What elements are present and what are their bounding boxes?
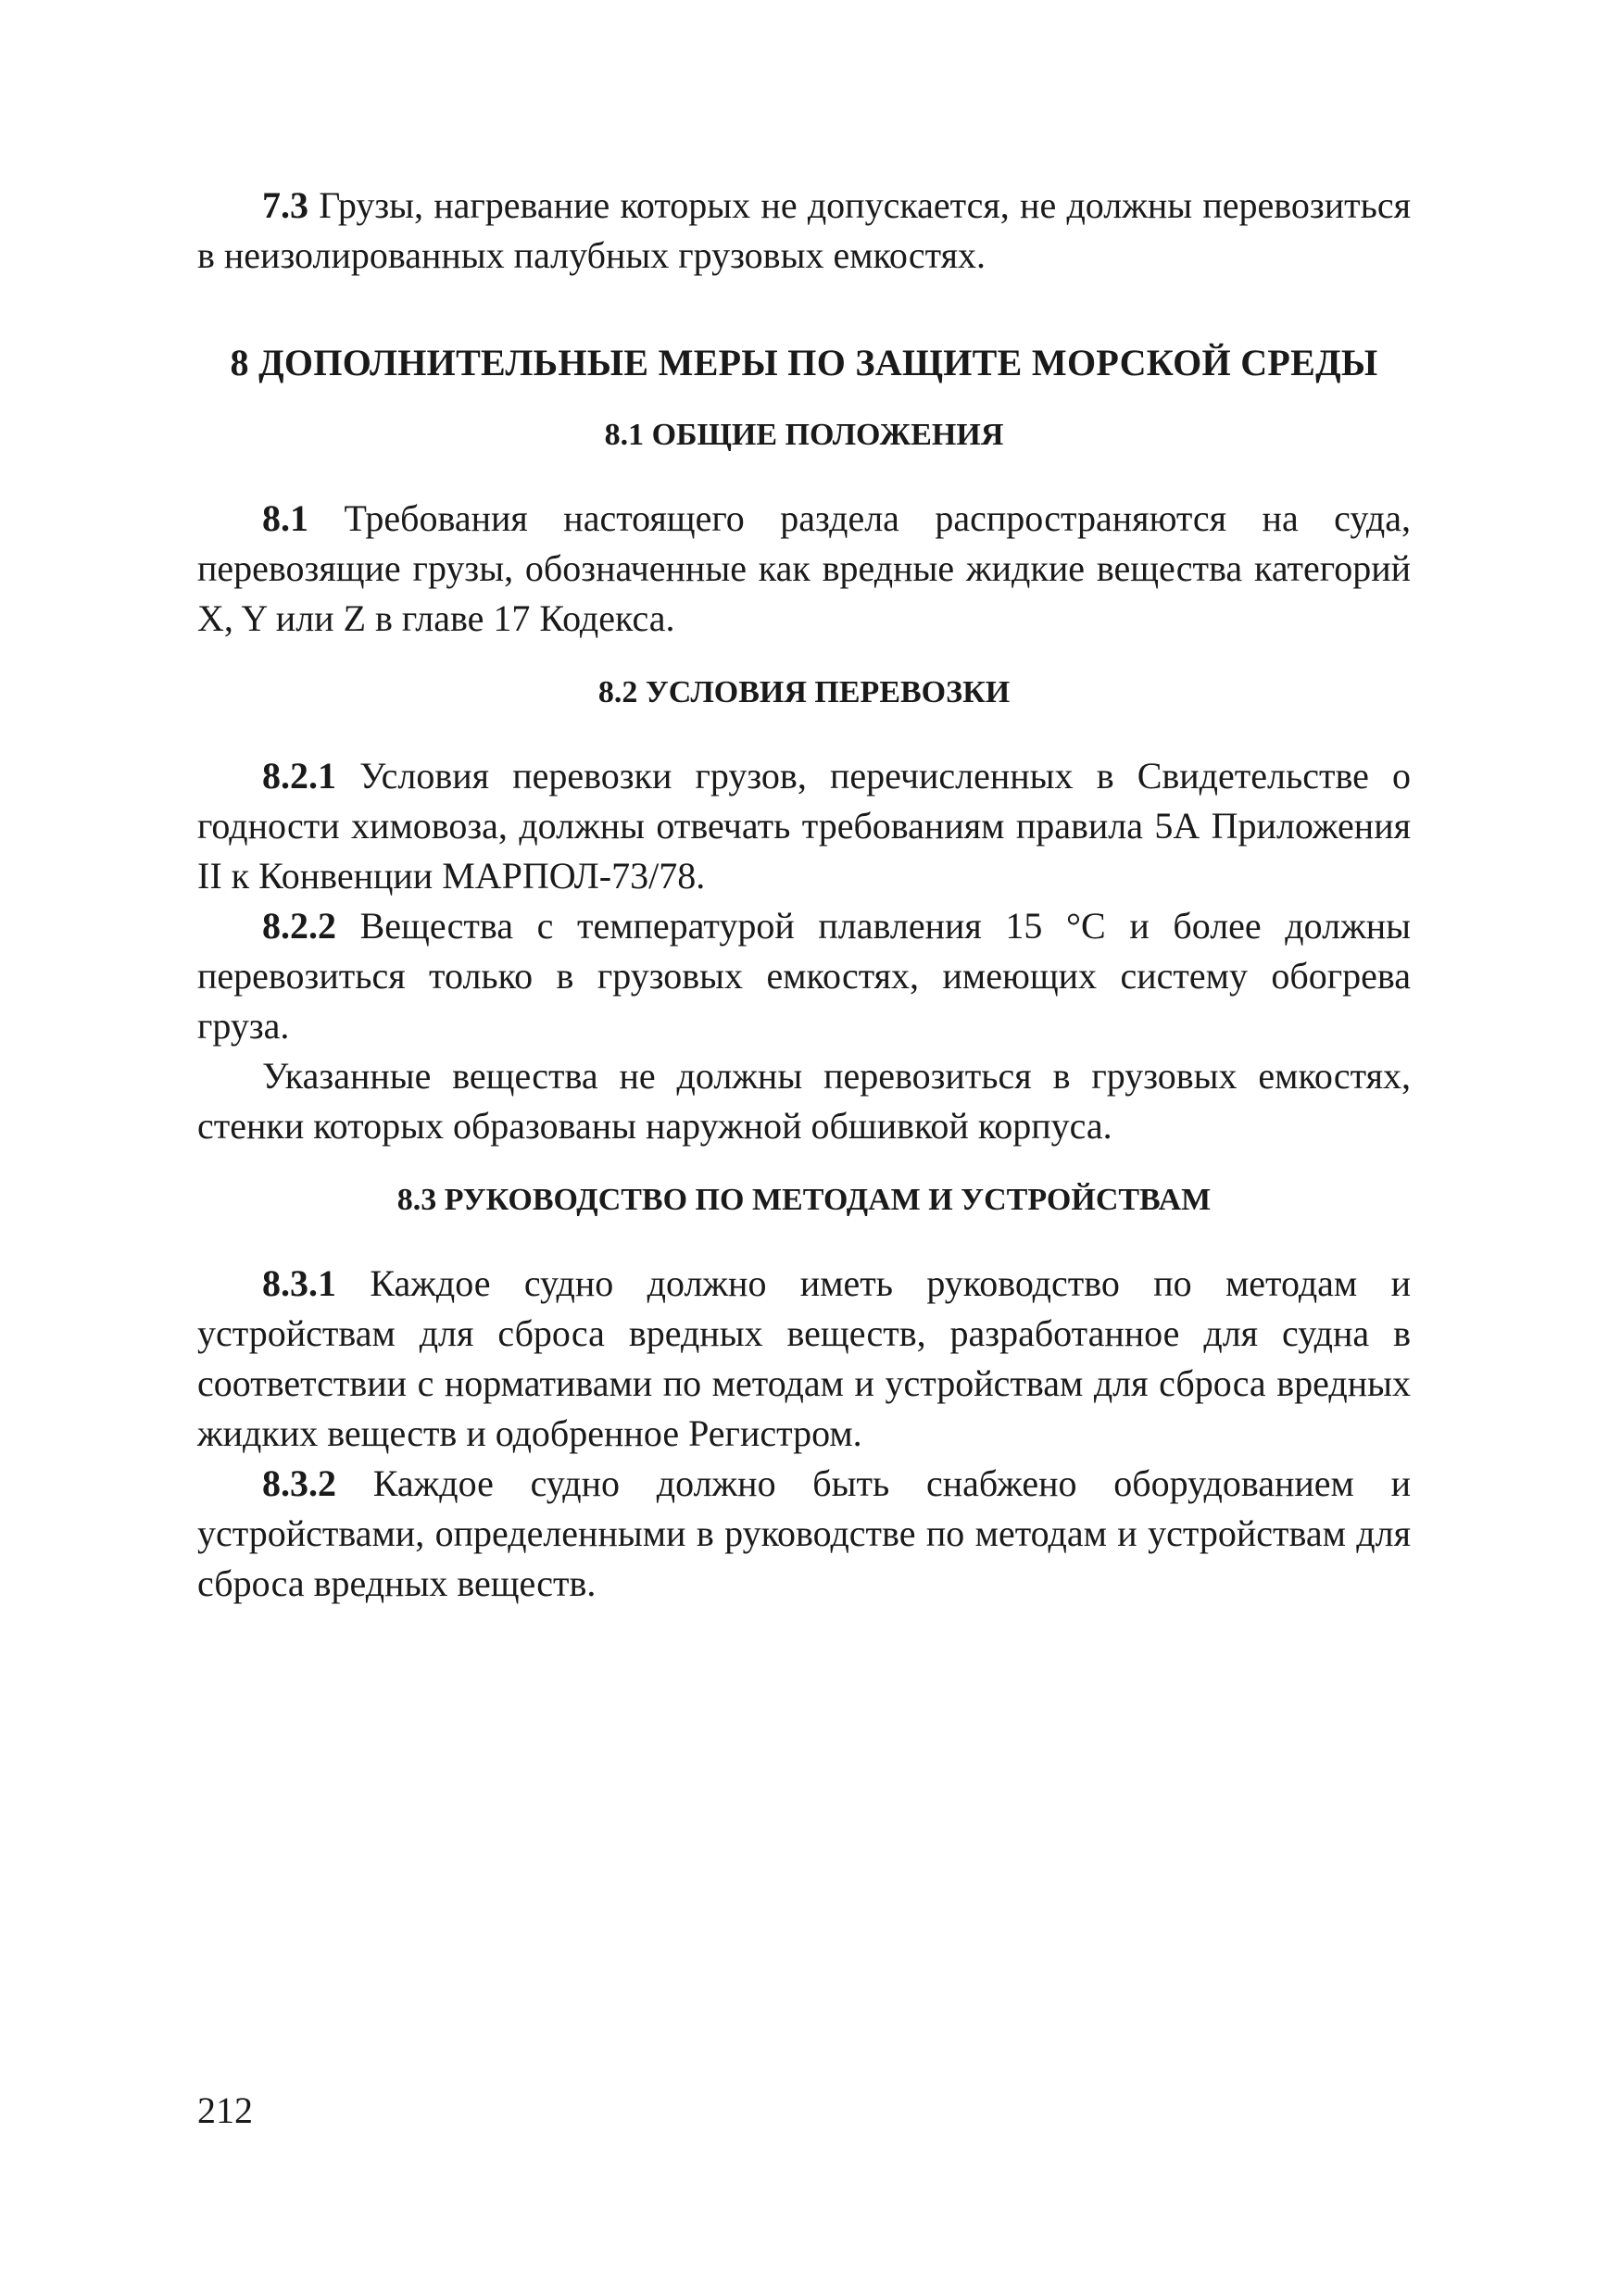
paragraph-number: 8.2.2 — [262, 905, 336, 947]
paragraph-text: Условия перевозки грузов, перечисленных в Свидетельстве о годности химовоза, должны отвечать требованиям правила 5А Приложения II к Конвенции МАРПОЛ-73/78. — [197, 755, 1411, 897]
subsection-title-8-1: 8.1 ОБЩИЕ ПОЛОЖЕНИЯ — [604, 418, 1004, 452]
page-number: 212 — [197, 2089, 253, 2131]
paragraph-7-3 — [197, 181, 1411, 281]
paragraph-text: Требования настоящего раздела распространяются на суда, перевозящие грузы, обозначенные как вредные жидкие вещества категорий X, Y или Z в главе 17 Кодекса. — [197, 497, 1411, 639]
paragraph-8-3-2 — [197, 1459, 1411, 1609]
paragraph-number: 7.3 — [262, 184, 308, 226]
paragraph-text: Грузы, нагревание которых не допускается, не должны перевозиться в неизолированных палубных грузовых емкостях. — [197, 184, 1411, 276]
paragraph-8-2-2-continued: Указанные вещества не должны перевозиться в грузовых емкостях, стенки которых образованы наружной обшивкой корпуса. — [197, 1055, 1411, 1147]
paragraph-text: Каждое судно должно иметь руководство по методам и устройствам для сброса вредных веществ, разработанное для судна в соответствии с нормативами по методам и устройствам для сброса вредных жидких веществ и одобренное Регистром. — [197, 1262, 1411, 1454]
paragraph-number: 8.3.1 — [262, 1262, 336, 1304]
paragraph-8-1 — [197, 494, 1411, 644]
paragraph-text: Вещества с температурой плавления 15 °С и более должны перевозиться только в грузовых емкостях, имеющих систему обогрева груза. — [197, 905, 1411, 1047]
paragraph-number: 8.3.2 — [262, 1462, 336, 1504]
paragraph-number: 8.2.1 — [262, 755, 336, 797]
paragraph-number: 8.1 — [262, 497, 308, 539]
document-page — [197, 181, 1411, 1609]
subsection-title-8-3: 8.3 РУКОВОДСТВО ПО МЕТОДАМ И УСТРОЙСТВАМ — [396, 1183, 1212, 1217]
section-title-8: 8 ДОПОЛНИТЕЛЬНЫЕ МЕРЫ ПО ЗАЩИТЕ МОРСКОЙ СРЕДЫ — [230, 342, 1378, 383]
paragraph-8-2-1 — [197, 751, 1411, 901]
subsection-title-8-2: 8.2 УСЛОВИЯ ПЕРЕВОЗКИ — [597, 675, 1011, 709]
paragraph-text: Каждое судно должно быть снабжено оборудованием и устройствами, определенными в руководстве по методам и устройствам для сброса вредных веществ. — [197, 1462, 1411, 1604]
paragraph-8-2-2 — [197, 901, 1411, 1051]
paragraph-8-3-1 — [197, 1259, 1411, 1459]
